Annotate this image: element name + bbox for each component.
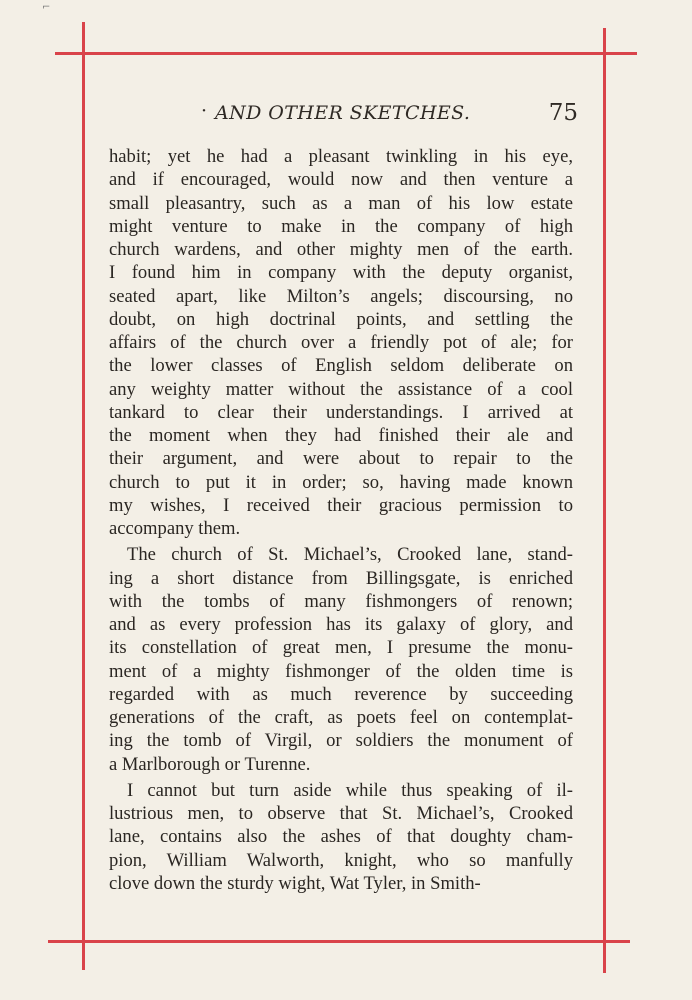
body-text xyxy=(109,145,573,895)
text-line: a Marlborough or Turenne. xyxy=(109,753,311,775)
text-line: the moment when they had finished their ale and xyxy=(109,425,573,446)
text-line: accompany them. xyxy=(109,518,241,539)
text-line: affairs of the church over a friendly pot of ale; for xyxy=(109,332,573,353)
text-line: ment of a mighty fishmonger of the olden time is xyxy=(109,660,573,682)
bottom-border-rule xyxy=(48,940,630,943)
page-number: 75 xyxy=(548,100,578,126)
text-line: and if encouraged, would now and then venture a xyxy=(109,169,573,191)
text-line: lustrious men, to observe that St. Michael’s, Crooked xyxy=(109,803,573,824)
left-border-rule xyxy=(82,22,85,970)
running-head: · AND OTHER SKETCHES. xyxy=(215,102,470,124)
text-line: any weighty matter without the assistance of a cool xyxy=(109,378,573,400)
corner-mark: ⌐ xyxy=(42,2,51,13)
text-line: doubt, on high doctrinal points, and settling the xyxy=(109,308,573,330)
text-line: I cannot but turn aside while thus speaking of il- xyxy=(127,779,573,801)
text-line: small pleasantry, such as a man of his low estate xyxy=(109,192,573,214)
text-line: might venture to make in the company of high xyxy=(109,215,573,237)
text-line: with the tombs of many fishmongers of renown; xyxy=(109,590,573,612)
text-line: ing the tomb of Virgil, or soldiers the monument of xyxy=(109,730,573,752)
text-line: the lower classes of English seldom deliberate on xyxy=(109,355,573,377)
text-line: clove down the sturdy wight, Wat Tyler, in Smith- xyxy=(109,872,481,894)
text-line: The church of St. Michael’s, Crooked lane, stand- xyxy=(127,544,573,566)
page-header xyxy=(100,98,578,128)
text-line: regarded with as much reverence by succeeding xyxy=(109,683,573,705)
top-border-rule xyxy=(55,52,637,55)
right-border-rule xyxy=(603,28,606,973)
text-line: its constellation of great men, I presume the monu- xyxy=(109,637,573,659)
text-line: lane, contains also the ashes of that doughty cham- xyxy=(109,826,573,848)
text-line: pion, William Walworth, knight, who so manfully xyxy=(109,849,573,871)
text-line: church wardens, and other mighty men of the earth. xyxy=(109,239,573,260)
text-line: ing a short distance from Billingsgate, is enriched xyxy=(109,567,573,589)
text-line: generations of the craft, as poets feel on contemplat- xyxy=(109,707,573,728)
text-line: seated apart, like Milton’s angels; discoursing, no xyxy=(109,285,573,307)
text-line: my wishes, I received their gracious permission to xyxy=(109,494,573,516)
text-line: their argument, and were about to repair to the xyxy=(109,448,573,470)
text-line: tankard to clear their understandings. I arrived at xyxy=(109,401,573,423)
text-line: I found him in company with the deputy organist, xyxy=(109,262,573,284)
text-line: church to put it in order; so, having made known xyxy=(109,471,573,493)
text-line: habit; yet he had a pleasant twinkling in his eye, xyxy=(109,146,573,167)
text-line: and as every profession has its galaxy of glory, and xyxy=(109,614,573,635)
